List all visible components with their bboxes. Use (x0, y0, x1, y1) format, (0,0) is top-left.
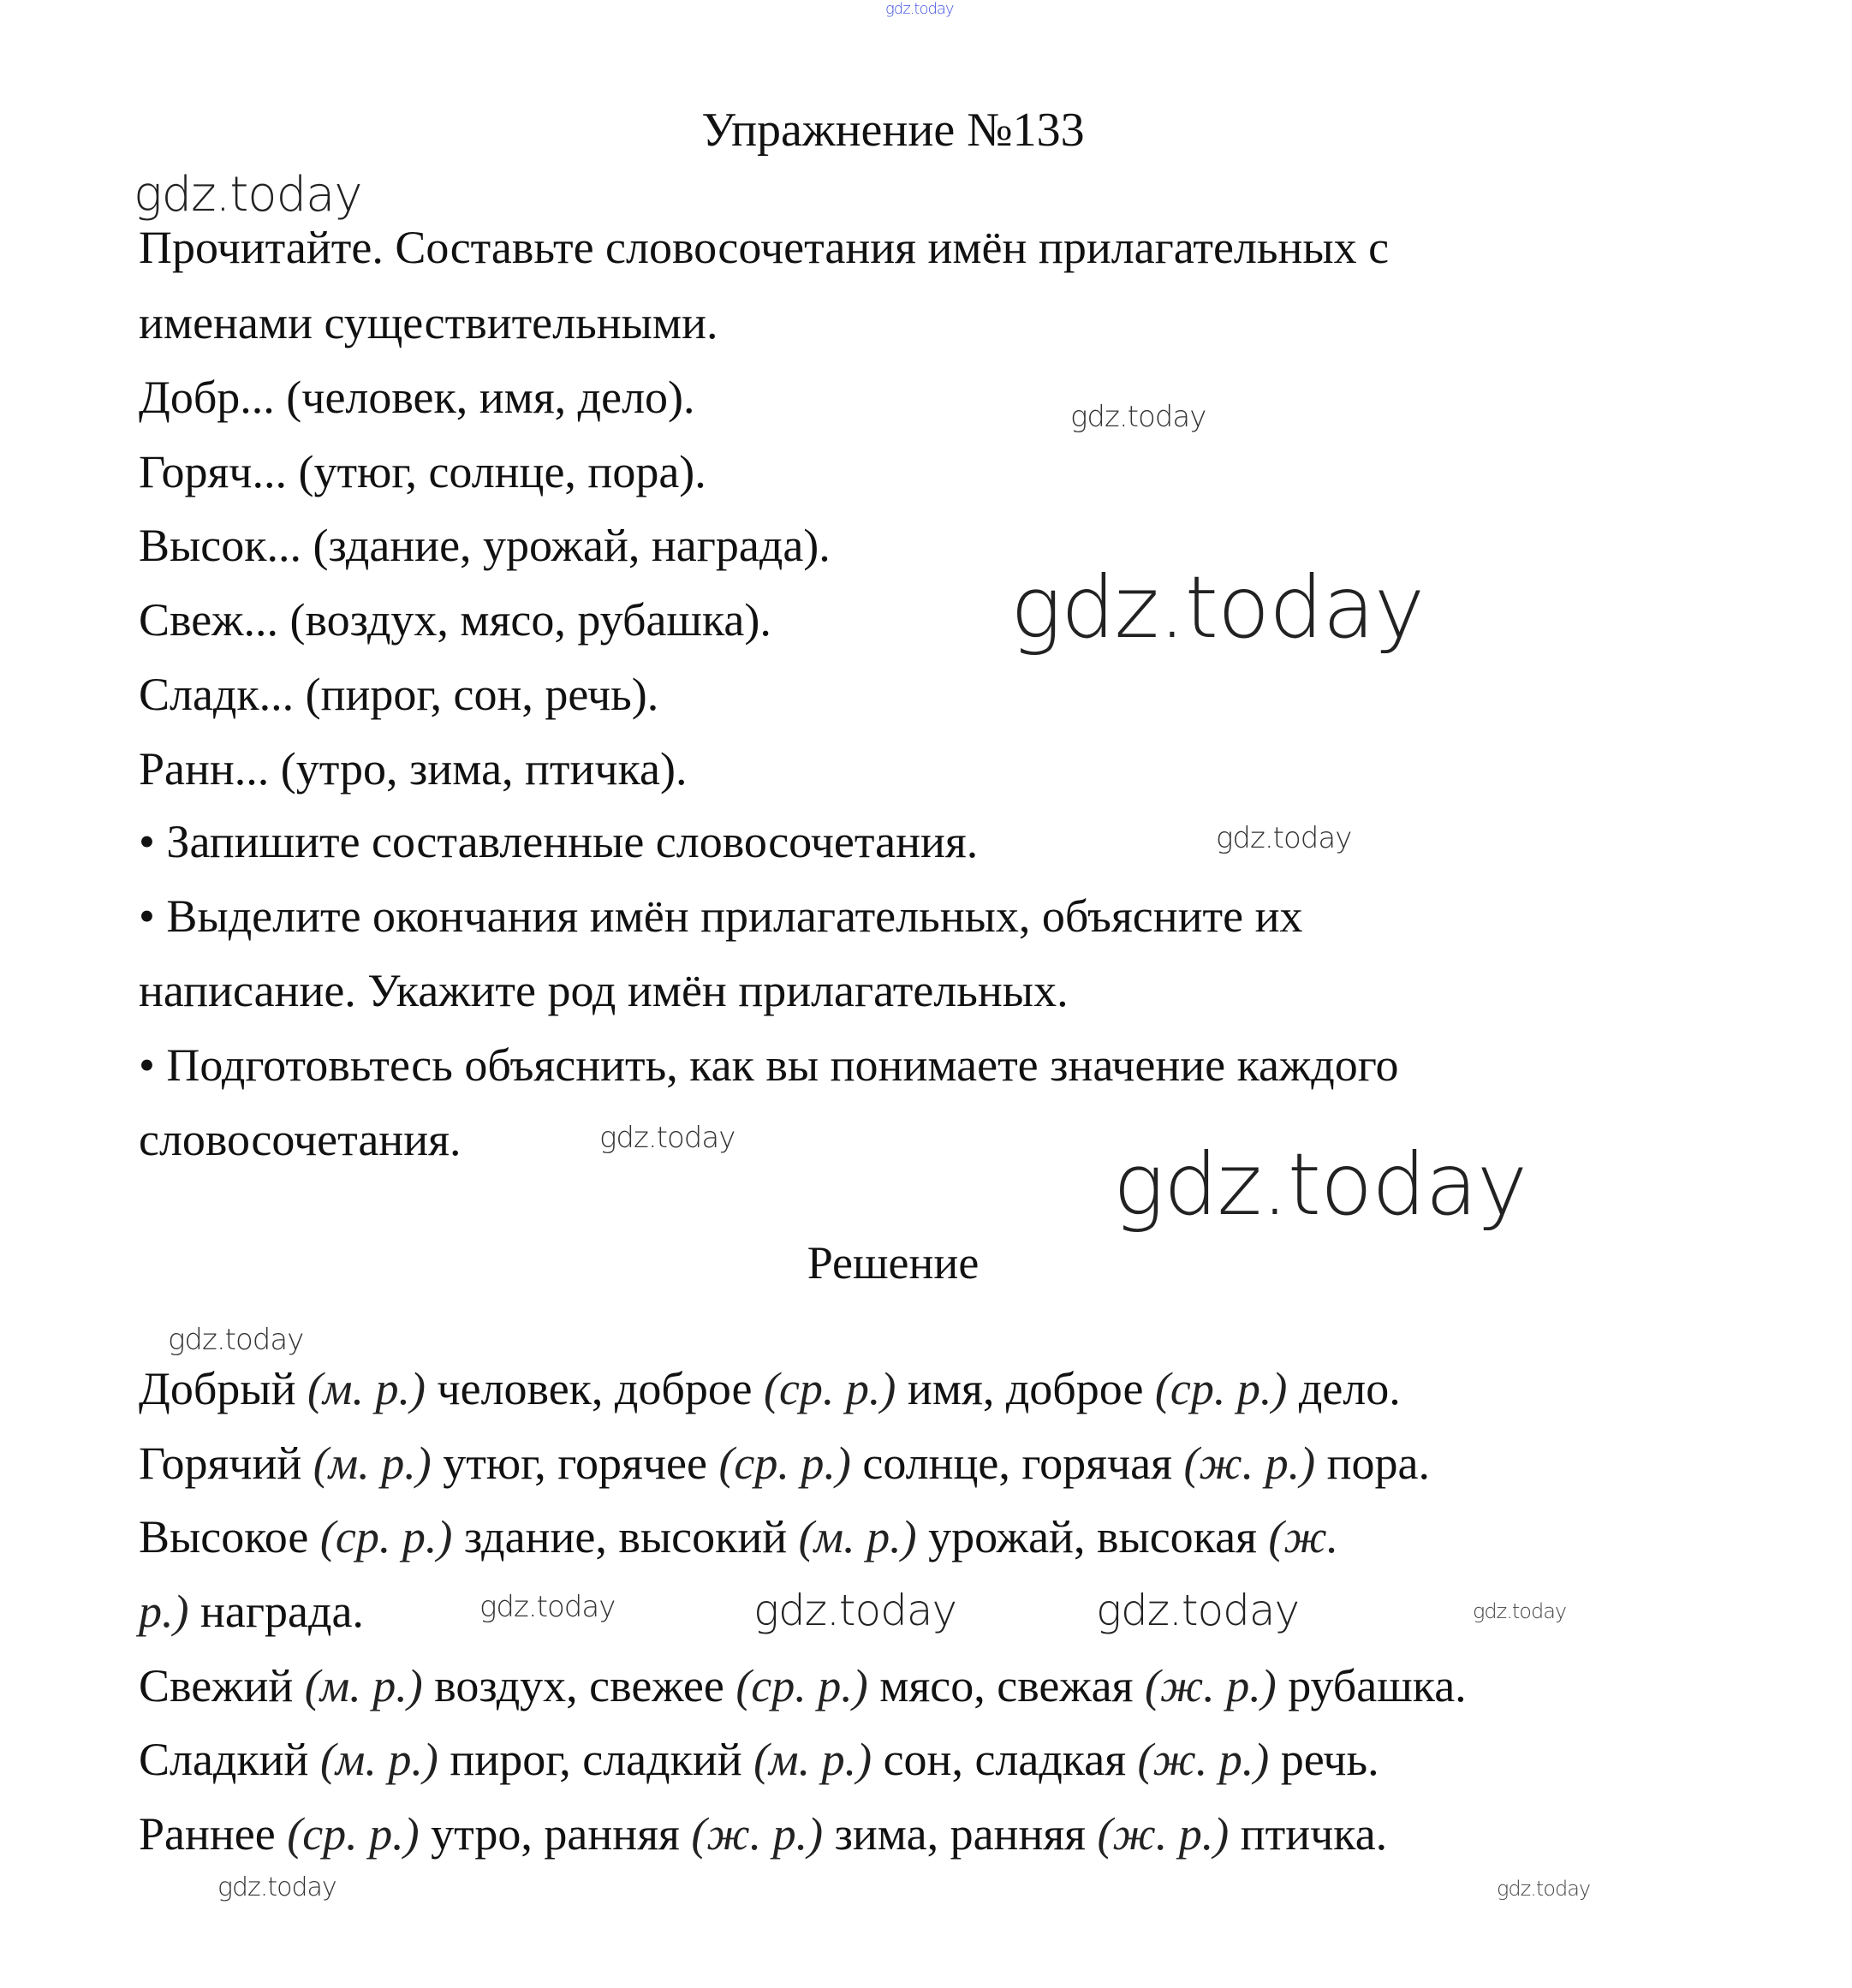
watermark: gdz.today (479, 1590, 616, 1624)
gender-label: (ср. р.) (287, 1808, 420, 1860)
solution-text: солнце, горячая (850, 1437, 1184, 1489)
solution-text: Сладкий (139, 1734, 320, 1785)
task-item: Ранн... (утро, зима, птичка). (139, 743, 688, 795)
gender-label: (ж. р.) (1183, 1437, 1316, 1489)
gender-label: (ср. р.) (718, 1437, 851, 1489)
gender-label: р.) (139, 1586, 189, 1637)
gender-label: (м. р.) (798, 1511, 917, 1562)
gender-label: (м. р.) (307, 1363, 426, 1414)
solution-text: имя, доброе (896, 1363, 1155, 1414)
gender-label: (ср. р.) (1154, 1363, 1288, 1414)
task-item: Горяч... (утюг, солнце, пора). (139, 446, 706, 497)
task-bullet: • Запишите составленные словосочетания. (139, 816, 979, 867)
solution-text: Раннее (139, 1808, 288, 1860)
solution-text: здание, высокий (452, 1511, 799, 1562)
gender-label: (ж. (1268, 1511, 1339, 1562)
instruction-line: именами существительными. (139, 297, 718, 348)
gender-label: (м. р.) (313, 1437, 432, 1489)
solution-text: сон, сладкая (872, 1734, 1138, 1785)
solution-text: мясо, свежая (867, 1660, 1145, 1711)
solution-line (139, 1660, 1467, 1711)
solution-text: зима, ранняя (823, 1808, 1098, 1860)
watermark: gdz.today (1497, 1877, 1591, 1901)
solution-line (139, 1437, 1431, 1489)
solution-text: человек, доброе (425, 1363, 764, 1414)
task-item: Добр... (человек, имя, дело). (139, 372, 695, 423)
task-bullet: • Подготовьтесь объяснить, как вы понимаете значение каждого (139, 1039, 1399, 1091)
gender-label: (м. р.) (304, 1660, 423, 1711)
task-bullet: словосочетания. (139, 1114, 462, 1165)
solution-text: пирог, сладкий (438, 1734, 754, 1785)
gender-label: (ж. р.) (691, 1808, 824, 1860)
watermark: gdz.today (753, 1586, 957, 1635)
watermark: gdz.today (1216, 821, 1352, 855)
solution-text: речь. (1269, 1734, 1379, 1785)
page-title: Упражнение №133 (701, 104, 1085, 157)
task-item: Высок... (здание, урожай, награда). (139, 520, 831, 571)
watermark: gdz.today (599, 1121, 735, 1155)
solution-text: рубашка. (1276, 1660, 1467, 1711)
solution-text: награда. (188, 1586, 364, 1637)
solution-text: утро, ранняя (419, 1808, 692, 1860)
solution-text: пора. (1315, 1437, 1431, 1489)
gender-label: (м. р.) (753, 1734, 872, 1785)
solution-text: птичка. (1229, 1808, 1388, 1860)
gender-label: (ж. р.) (1144, 1660, 1277, 1711)
gender-label: (м. р.) (319, 1734, 438, 1785)
solution-text: урожай, высокая (916, 1511, 1269, 1562)
watermark: gdz.today (1473, 1599, 1567, 1623)
solution-text: Добрый (139, 1363, 307, 1414)
watermark: gdz.today (885, 0, 954, 18)
solution-heading: Решение (807, 1237, 980, 1289)
gender-label: (ср. р.) (763, 1363, 896, 1414)
solution-line (139, 1511, 1339, 1562)
solution-text: Высокое (139, 1511, 320, 1562)
solution-text: Свежий (139, 1660, 305, 1711)
watermark: gdz.today (134, 167, 362, 223)
solution-line (139, 1586, 364, 1637)
gender-label: (ж. р.) (1137, 1734, 1270, 1785)
solution-text: дело. (1287, 1363, 1401, 1414)
watermark: gdz.today (1113, 1134, 1527, 1235)
task-item: Свеж... (воздух, мясо, рубашка). (139, 594, 771, 646)
solution-text: Горячий (139, 1437, 313, 1489)
gender-label: (ср. р.) (735, 1660, 868, 1711)
gender-label: (ж. р.) (1097, 1808, 1230, 1860)
watermark: gdz.today (217, 1872, 336, 1902)
solution-text: утюг, горячее (431, 1437, 719, 1489)
task-bullet: • Выделите окончания имён прилагательных, объясните их (139, 890, 1303, 942)
gender-label: (ср. р.) (319, 1511, 453, 1562)
watermark: gdz.today (168, 1323, 304, 1357)
watermark: gdz.today (1096, 1586, 1300, 1635)
solution-line (139, 1808, 1388, 1860)
solution-text: воздух, свежее (422, 1660, 736, 1711)
solution-line (139, 1736, 1379, 1783)
instruction-line: Прочитайте. Составьте словосочетания имён прилагательных с (139, 222, 1390, 273)
watermark: gdz.today (1010, 557, 1425, 658)
watermark: gdz.today (1070, 400, 1206, 434)
task-item: Сладк... (пирог, сон, речь). (139, 669, 659, 720)
solution-line (139, 1363, 1401, 1414)
task-bullet: написание. Укажите род имён прилагательных. (139, 965, 1069, 1016)
